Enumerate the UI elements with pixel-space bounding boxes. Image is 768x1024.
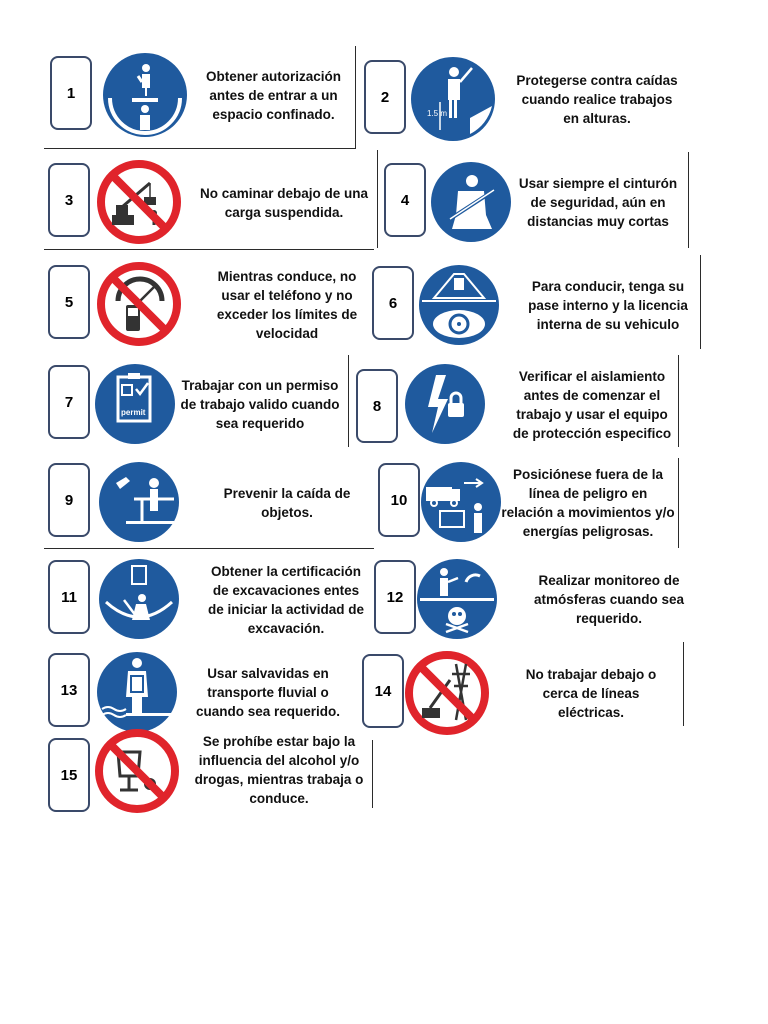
phone-speed-icon (96, 261, 182, 347)
rule-number-badge: 10 (378, 463, 420, 537)
rule-caption: Protegerse contra caídas cuando realice trabajos en alturas. (516, 73, 678, 126)
seat-belt-icon (428, 159, 514, 245)
rule-caption: No trabajar debajo o cerca de líneas eléctricas. (525, 667, 657, 720)
rule-caption: Verificar el aislamiento antes de comenzar el trabajo y usar el equipo de protección especifico (512, 368, 672, 441)
safety-rule-card-4 (380, 155, 690, 250)
separator-line (44, 148, 356, 149)
rule-caption: Usar salvavidas en transporte fluvial o cuando sea requerido. (195, 666, 341, 719)
vertical-divider (700, 255, 701, 349)
rule-caption: Obtener la certificación de excavaciones entes de iniciar la actividad de excavación. (207, 563, 365, 636)
rule-number-badge: 6 (372, 266, 414, 340)
safety-rule-card-12 (370, 552, 700, 647)
energy-isolation-icon (402, 361, 488, 447)
rule-number-badge: 9 (48, 463, 90, 537)
no-alcohol-drugs-icon (94, 728, 180, 814)
rule-number-badge: 5 (48, 265, 90, 339)
rule-number-badge: 7 (48, 365, 90, 439)
safety-rule-card-10 (374, 455, 680, 550)
rule-number-badge: 14 (362, 654, 404, 728)
safety-rule-card-14 (358, 646, 684, 741)
rule-number-badge: 12 (374, 560, 416, 634)
rule-caption: Para conducir, tenga su pase interno y la licencia interna de su vehiculo (528, 279, 688, 332)
svg-text:1.5 m: 1.5 m (427, 109, 448, 118)
safety-rule-card-1 (46, 48, 356, 143)
rule-caption: Posiciónese fuera de la línea de peligro en relación a movimientos y/o energías peligrosas. (501, 466, 675, 539)
driving-license-icon (416, 262, 502, 348)
rule-number-badge: 11 (48, 560, 90, 634)
work-permit-icon (92, 361, 178, 447)
rule-caption: Usar siempre el cinturón de seguridad, aún en distancias muy cortas (518, 176, 678, 229)
rule-number-badge: 3 (48, 163, 90, 237)
safety-rule-card-3 (44, 155, 376, 250)
safety-rule-card-9 (44, 455, 370, 550)
safety-rule-card-5 (44, 257, 370, 352)
rule-number-badge: 2 (364, 60, 406, 134)
svg-text:permit: permit (121, 408, 146, 417)
rule-number-badge: 4 (384, 163, 426, 237)
safety-rule-card-11 (44, 552, 370, 647)
rule-caption: Trabajar con un permiso de trabajo valido cuando sea requerido (180, 378, 340, 431)
rule-caption: Se prohíbe estar bajo la influencia del alcohol y/o drogas, mientras trabaja o conduce. (194, 733, 364, 806)
rule-caption: No caminar debajo de una carga suspendida. (199, 185, 369, 220)
safety-rule-card-6 (368, 258, 700, 353)
line-of-fire-icon (418, 459, 504, 545)
rule-number-badge: 13 (48, 653, 90, 727)
fall-protection-icon (410, 56, 496, 142)
power-lines-icon (404, 650, 490, 736)
rule-caption: Obtener autorización antes de entrar a un espacio confinado. (205, 69, 342, 122)
falling-objects-icon (96, 459, 182, 545)
rule-caption: Prevenir la caída de objetos. (223, 485, 351, 520)
safety-rule-card-15 (44, 728, 372, 823)
rule-number-badge: 15 (48, 738, 90, 812)
rule-number-badge: 1 (50, 56, 92, 130)
rule-caption: Mientras conduce, no usar el teléfono y no exceder los límites de velocidad (216, 268, 358, 341)
safety-rule-card-7 (44, 357, 348, 452)
gas-monitoring-icon (414, 556, 500, 642)
rule-number-badge: 8 (356, 369, 398, 443)
vertical-divider (348, 355, 349, 447)
rule-caption: Realizar monitoreo de atmósferas cuando sea requerido. (533, 573, 685, 626)
life-vest-icon (94, 649, 180, 735)
confined-space-icon (102, 52, 188, 138)
suspended-load-icon (96, 159, 182, 245)
safety-rule-card-8 (352, 357, 682, 452)
safety-rule-card-2 (360, 52, 690, 147)
vertical-divider (377, 150, 378, 248)
excavation-icon (96, 556, 182, 642)
